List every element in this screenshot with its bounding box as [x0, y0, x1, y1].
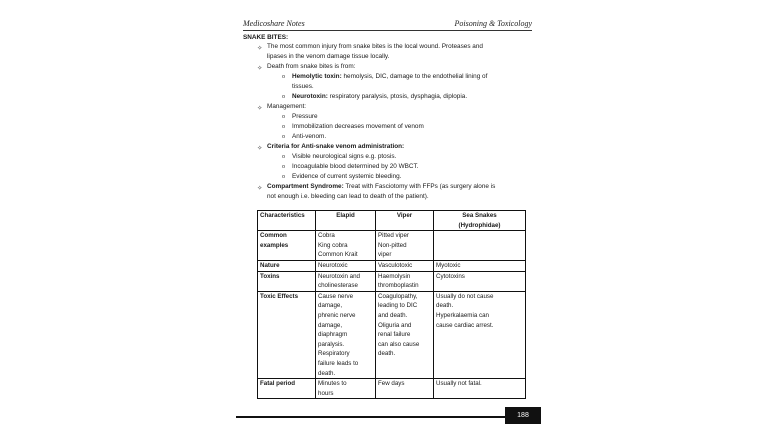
cell-elapid: Minutes to hours [316, 379, 376, 399]
circle-bullet-icon: o [282, 164, 286, 170]
circle-bullet-icon: o [282, 74, 286, 80]
bullet-4-sub-2: Incoagulable blood determined by 20 WBCT. [292, 163, 419, 170]
cell-viper: Pitted viper Non-pitted viper [376, 231, 434, 261]
table-row [258, 231, 526, 261]
page-number: 188 [505, 407, 541, 424]
cell-sea: Myotoxic [434, 260, 526, 271]
table-row [258, 379, 526, 399]
bullet-2-sub-1: Hemolytic toxin: hemolysis, DIC, damage to the endothelial lining of [292, 73, 488, 80]
section-title: SNAKE BITES: [243, 34, 289, 41]
row-label: Nature [258, 260, 316, 271]
bullet-4-sub-3: Evidence of current systemic bleeding. [292, 173, 402, 180]
circle-bullet-icon: o [282, 124, 286, 130]
bullet-3-sub-2: Immobilization decreases movement of venom [292, 123, 424, 130]
cell-viper: Few days [376, 379, 434, 399]
cell-elapid: Neurotoxic [316, 260, 376, 271]
bullet-1-line1: The most common injury from snake bites is the local wound. Proteases and [267, 43, 483, 50]
diamond-bullet-icon: ✧ [257, 145, 263, 152]
header-characteristics: Characteristics [258, 211, 316, 231]
circle-bullet-icon: o [282, 154, 286, 160]
bullet-4: Criteria for Anti-snake venom administration: [267, 143, 405, 150]
bullet-5: Compartment Syndrome: Treat with Fasciotomy with FFPs (as surgery alone is [267, 183, 496, 190]
header-right: Poisoning & Toxicology [454, 19, 532, 28]
bullet-5-cont: not enough i.e. bleeding can lead to death of the patient). [267, 193, 429, 200]
cell-viper: Haemolysin thromboplastin [376, 271, 434, 291]
row-label: Common examples [258, 231, 316, 261]
bullet-2: Death from snake bites is from: [267, 63, 356, 70]
row-label: Fatal period [258, 379, 316, 399]
bullet-3: Management: [267, 103, 307, 110]
row-label: Toxic Effects [258, 291, 316, 378]
cell-viper: Coagulopathy, leading to DIC and death. Oliguria and renal failure can also cause death. [376, 291, 434, 378]
cell-sea: Cytotoxins [434, 271, 526, 291]
bullet-3-sub-1: Pressure [292, 113, 318, 120]
diamond-bullet-icon: ✧ [257, 185, 263, 192]
diamond-bullet-icon: ✧ [257, 45, 263, 52]
snake-comparison-table [257, 210, 526, 399]
cell-elapid: Cause nerve damage, phrenic nerve damage, diaphragm paralysis. Respiratory failure leads to death. [316, 291, 376, 378]
circle-bullet-icon: o [282, 174, 286, 180]
cell-elapid: Neurotoxin and cholinesterase [316, 271, 376, 291]
table-row [258, 260, 526, 271]
header-left: Medicoshare Notes [243, 19, 305, 28]
table-row [258, 271, 526, 291]
row-label: Toxins [258, 271, 316, 291]
cell-viper: Vasculotoxic [376, 260, 434, 271]
bullet-1-line2: lipases in the venom damage tissue locally. [267, 53, 390, 60]
footer-divider [236, 416, 506, 418]
cell-sea [434, 231, 526, 261]
cell-sea: Usually not fatal. [434, 379, 526, 399]
cell-sea: Usually do not cause death. Hyperkalaemia can cause cardiac arrest. [434, 291, 526, 378]
circle-bullet-icon: o [282, 94, 286, 100]
circle-bullet-icon: o [282, 134, 286, 140]
cell-elapid: Cobra King cobra Common Krait [316, 231, 376, 261]
header-divider [243, 30, 532, 31]
table-row [258, 291, 526, 378]
header-sea-snakes: Sea Snakes (Hydrophidae) [434, 211, 526, 231]
bullet-4-sub-1: Visible neurological signs e.g. ptosis. [292, 153, 397, 160]
circle-bullet-icon: o [282, 114, 286, 120]
bullet-3-sub-3: Anti-venom. [292, 133, 327, 140]
header-elapid: Elapid [316, 211, 376, 231]
table-header-row [258, 211, 526, 231]
bullet-2-sub-1-cont: tissues. [292, 83, 314, 90]
diamond-bullet-icon: ✧ [257, 105, 263, 112]
header-viper: Viper [376, 211, 434, 231]
diamond-bullet-icon: ✧ [257, 65, 263, 72]
bullet-2-sub-2: Neurotoxin: respiratory paralysis, ptosis, dysphagia, diplopia. [292, 93, 468, 100]
